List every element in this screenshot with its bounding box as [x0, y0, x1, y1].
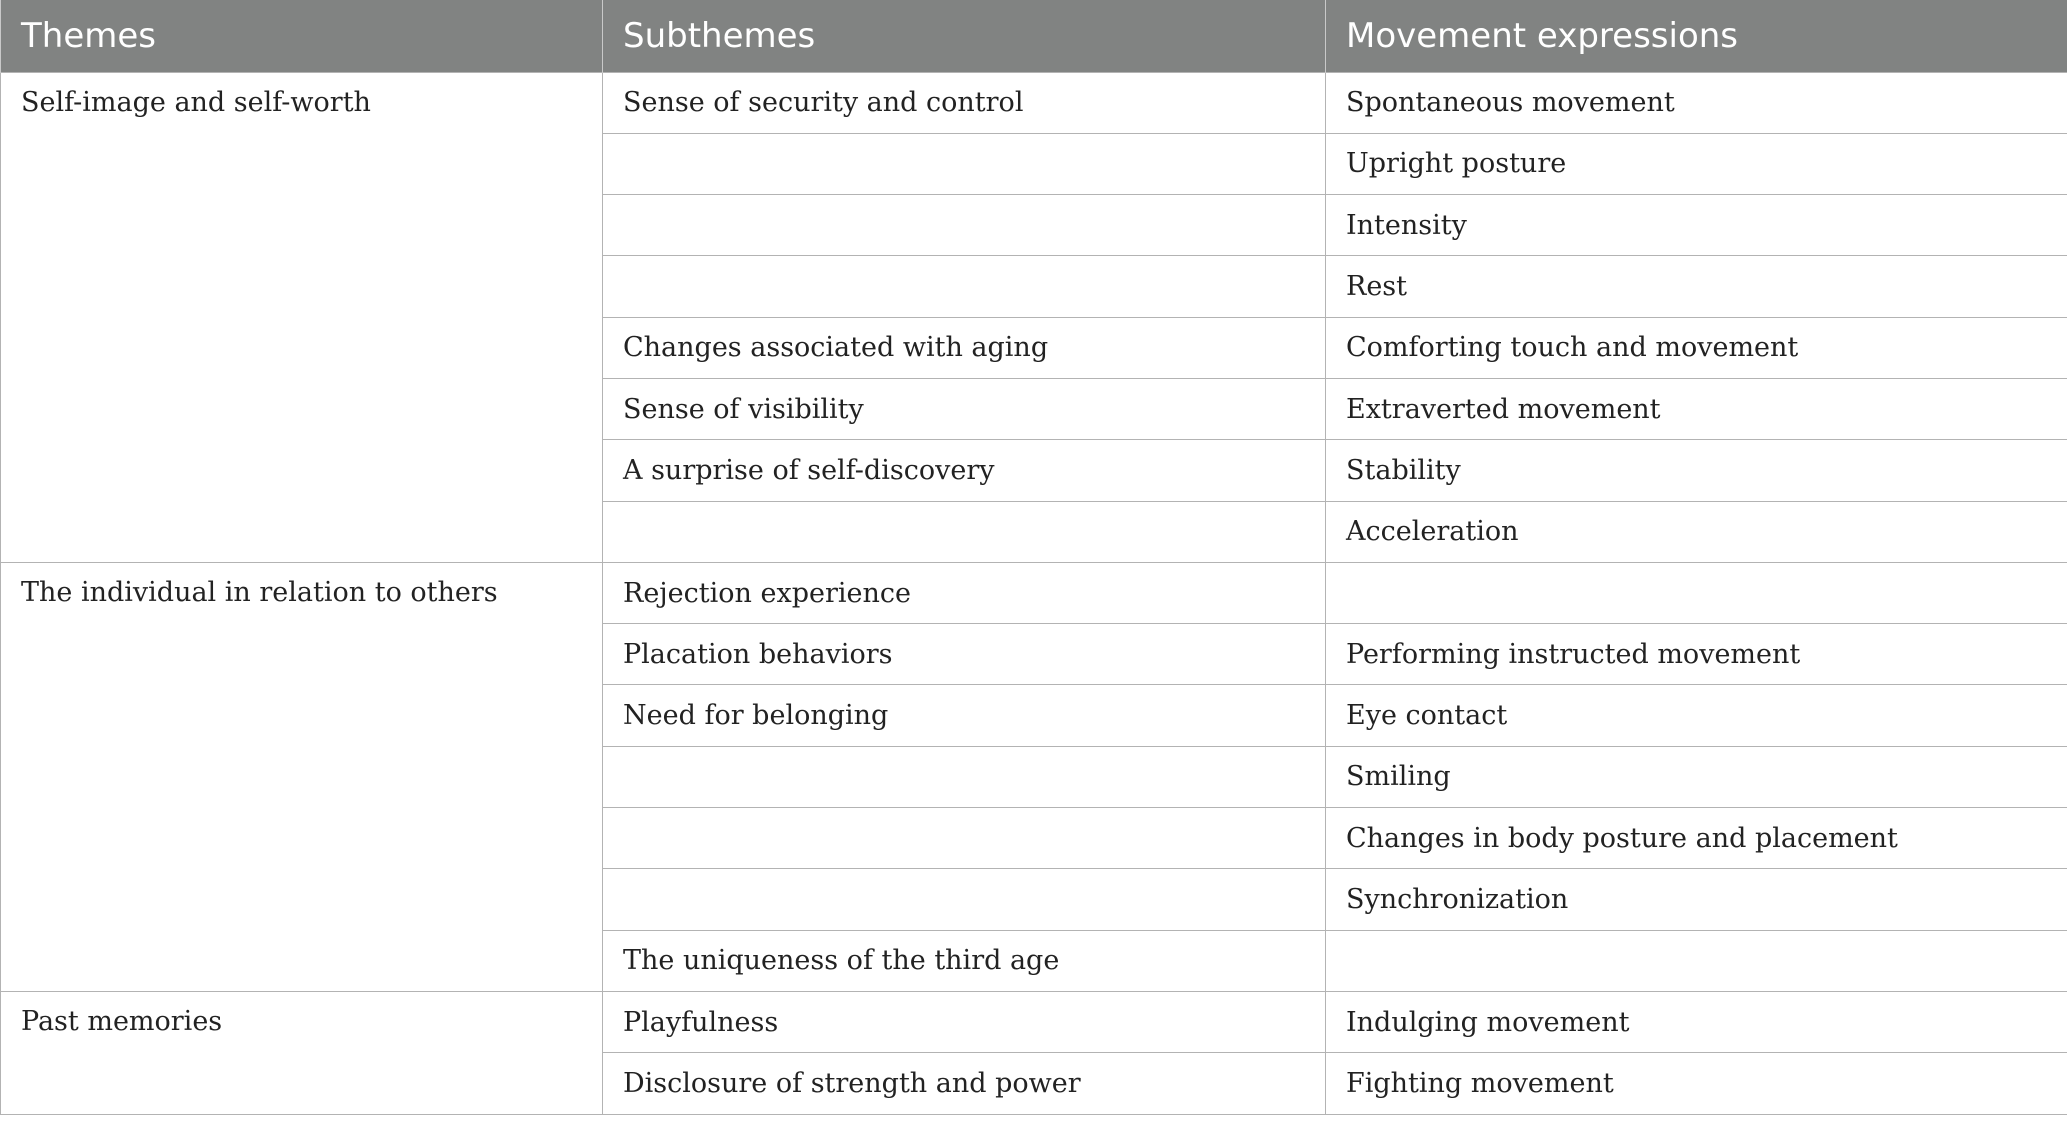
subtheme-cell: Changes associated with aging: [603, 317, 1326, 378]
subtheme-cell: A surprise of self-discovery: [603, 440, 1326, 501]
movement-expression-cell: Indulging movement: [1326, 991, 2067, 1052]
movement-expression-cell: Fighting movement: [1326, 1053, 2067, 1114]
header-movement-expressions: Movement expressions: [1326, 0, 2067, 72]
theme-cell: The individual in relation to others: [1, 562, 603, 991]
movement-expression-cell: Comforting touch and movement: [1326, 317, 2067, 378]
subtheme-cell: [603, 133, 1326, 194]
movement-expression-cell: Upright posture: [1326, 133, 2067, 194]
subtheme-cell: Disclosure of strength and power: [603, 1053, 1326, 1114]
theme-cell: Past memories: [1, 991, 603, 1114]
movement-expression-cell: Acceleration: [1326, 501, 2067, 562]
movement-expression-cell: Stability: [1326, 440, 2067, 501]
movement-expression-cell: Rest: [1326, 256, 2067, 317]
header-row: [1, 0, 2067, 72]
subtheme-cell: Sense of visibility: [603, 378, 1326, 439]
table-row: [1, 72, 2067, 133]
movement-expression-cell: Smiling: [1326, 746, 2067, 807]
table-body: [1, 72, 2067, 1114]
table-header: [1, 0, 2067, 72]
subtheme-cell: Need for belonging: [603, 685, 1326, 746]
header-themes: Themes: [1, 0, 603, 72]
movement-expression-cell: Extraverted movement: [1326, 378, 2067, 439]
movement-expression-cell: [1326, 562, 2067, 623]
movement-expression-cell: Performing instructed movement: [1326, 624, 2067, 685]
subtheme-cell: The uniqueness of the third age: [603, 930, 1326, 991]
movement-expression-cell: Eye contact: [1326, 685, 2067, 746]
table-row: [1, 562, 2067, 623]
subtheme-cell: [603, 195, 1326, 256]
subtheme-cell: [603, 808, 1326, 869]
subtheme-cell: Placation behaviors: [603, 624, 1326, 685]
header-subthemes: Subthemes: [603, 0, 1326, 72]
subtheme-cell: Sense of security and control: [603, 72, 1326, 133]
movement-expression-cell: Changes in body posture and placement: [1326, 808, 2067, 869]
subtheme-cell: [603, 746, 1326, 807]
subtheme-cell: [603, 869, 1326, 930]
movement-expression-cell: Intensity: [1326, 195, 2067, 256]
theme-cell: Self-image and self-worth: [1, 72, 603, 562]
movement-expression-cell: Synchronization: [1326, 869, 2067, 930]
subtheme-cell: [603, 256, 1326, 317]
subtheme-cell: Playfulness: [603, 991, 1326, 1052]
table-row: [1, 991, 2067, 1052]
subtheme-cell: Rejection experience: [603, 562, 1326, 623]
movement-expression-cell: Spontaneous movement: [1326, 72, 2067, 133]
subtheme-cell: [603, 501, 1326, 562]
movement-expression-cell: [1326, 930, 2067, 991]
